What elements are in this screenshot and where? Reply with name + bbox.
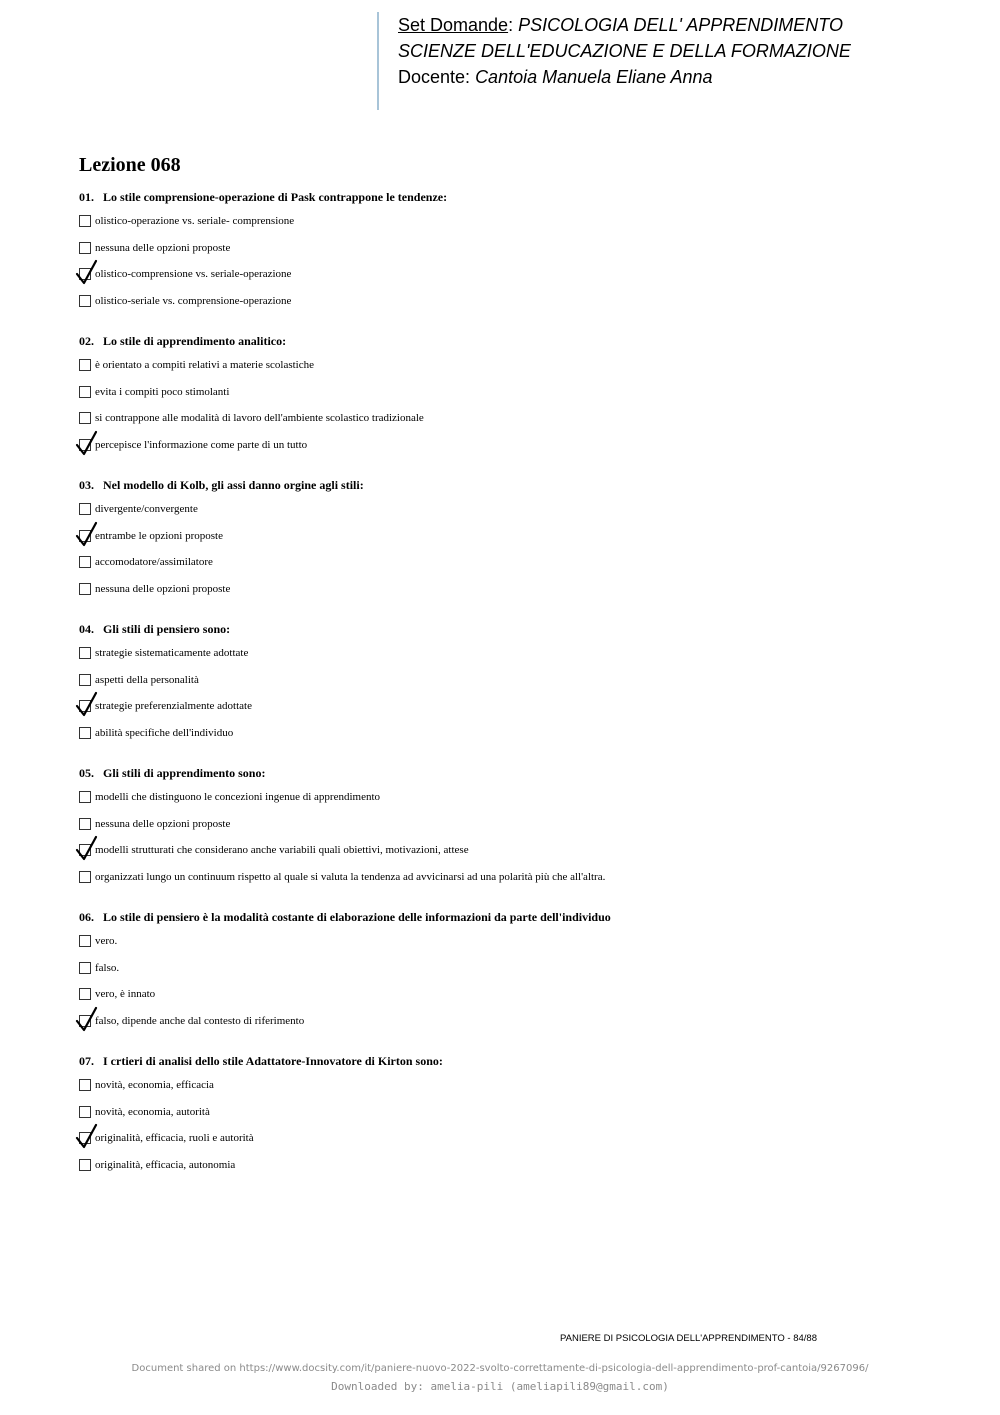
checkbox[interactable]: [79, 530, 91, 542]
checkbox[interactable]: [79, 359, 91, 371]
answer-option[interactable]: [79, 864, 959, 891]
checkbox[interactable]: [79, 1159, 91, 1171]
document-header: [377, 12, 851, 110]
set-line: Set Domande: PSICOLOGIA DELL' APPRENDIMENTO: [398, 15, 843, 35]
question-label: Lo stile di apprendimento analitico:: [103, 334, 287, 348]
option-label: olistico-seriale vs. comprensione-operazione: [95, 294, 292, 307]
checkbox[interactable]: [79, 503, 91, 515]
answer-option[interactable]: [79, 1008, 959, 1035]
download-notice: Downloaded by: amelia-pili (ameliapili89@gmail.com): [331, 1380, 669, 1393]
answer-option[interactable]: [79, 837, 959, 864]
option-label: entrambe le opzioni proposte: [95, 529, 223, 542]
question-label: Lo stile comprensione-operazione di Pask contrappone le tendenze:: [103, 190, 448, 204]
option-label: strategie preferenzialmente adottate: [95, 700, 252, 713]
answer-option[interactable]: [79, 1099, 959, 1126]
question-number: 06.: [79, 910, 94, 924]
option-label: olistico-operazione vs. seriale- comprensione: [95, 215, 295, 228]
question-1: [79, 188, 959, 314]
question-text: [79, 764, 959, 782]
question-6: [79, 908, 959, 1034]
question-text: [79, 332, 959, 350]
question-number: 01.: [79, 190, 94, 204]
checkbox[interactable]: [79, 818, 91, 830]
option-label: novità, economia, efficacia: [95, 1079, 214, 1092]
checkbox[interactable]: [79, 583, 91, 595]
question-3: [79, 476, 959, 602]
question-number: 03.: [79, 478, 94, 492]
checkbox[interactable]: [79, 700, 91, 712]
checkbox[interactable]: [79, 215, 91, 227]
option-label: percepisce l'informazione come parte di un tutto: [95, 438, 308, 451]
option-label: nessuna delle opzioni proposte: [95, 241, 231, 254]
checkbox[interactable]: [79, 295, 91, 307]
checkbox[interactable]: [79, 1015, 91, 1027]
answer-option[interactable]: [79, 235, 959, 262]
option-label: vero, è innato: [95, 988, 156, 1001]
question-2: [79, 332, 959, 458]
checkbox[interactable]: [79, 727, 91, 739]
checkbox[interactable]: [79, 962, 91, 974]
option-label: nessuna delle opzioni proposte: [95, 582, 231, 595]
answer-option[interactable]: [79, 261, 959, 288]
set-value: PSICOLOGIA DELL' APPRENDIMENTO: [518, 15, 843, 35]
checkbox[interactable]: [79, 1106, 91, 1118]
answer-option[interactable]: [79, 405, 959, 432]
option-label: falso.: [95, 961, 120, 974]
question-text: [79, 476, 959, 494]
answer-option[interactable]: [79, 576, 959, 603]
checkbox[interactable]: [79, 871, 91, 883]
question-list: [79, 188, 959, 1196]
question-number: 07.: [79, 1054, 94, 1068]
option-label: aspetti della personalità: [95, 673, 199, 686]
question-text: [79, 908, 959, 926]
question-number: 05.: [79, 766, 94, 780]
question-label: I crtieri di analisi dello stile Adattatore-Innovatore di Kirton sono:: [103, 1054, 443, 1068]
option-label: modelli strutturati che considerano anche variabili quali obiettivi, motivazioni, attese: [95, 844, 469, 857]
option-label: organizzati lungo un continuum rispetto al quale si valuta la tendenza ad avvicinarsi ad una polarità più che all'altra.: [95, 870, 606, 883]
teacher-name: Cantoia Manuela Eliane Anna: [475, 67, 713, 87]
checkbox[interactable]: [79, 935, 91, 947]
option-label: strategie sistematicamente adottate: [95, 647, 249, 660]
answer-option[interactable]: [79, 208, 959, 235]
question-text: [79, 620, 959, 638]
option-label: olistico-comprensione vs. seriale-operazione: [95, 268, 292, 281]
checkbox[interactable]: [79, 242, 91, 254]
checkbox[interactable]: [79, 386, 91, 398]
answer-option[interactable]: [79, 981, 959, 1008]
checkbox[interactable]: [79, 1132, 91, 1144]
answer-option[interactable]: [79, 667, 959, 694]
question-7: [79, 1052, 959, 1178]
answer-option[interactable]: [79, 811, 959, 838]
option-label: accomodatore/assimilatore: [95, 556, 213, 569]
answer-option[interactable]: [79, 549, 959, 576]
checkbox[interactable]: [79, 647, 91, 659]
checkbox[interactable]: [79, 1079, 91, 1091]
option-label: evita i compiti poco stimolanti: [95, 385, 230, 398]
question-label: Nel modello di Kolb, gli assi danno orgine agli stili:: [103, 478, 364, 492]
lesson-title: Lezione 068: [79, 154, 181, 176]
option-label: si contrappone alle modalità di lavoro dell'ambiente scolastico tradizionale: [95, 412, 424, 425]
question-text: [79, 188, 959, 206]
answer-option[interactable]: [79, 928, 959, 955]
teacher-label: Docente:: [398, 67, 471, 87]
checkbox[interactable]: [79, 674, 91, 686]
shared-notice: Document shared on https://www.docsity.com/it/paniere-nuovo-2022-svolto-correttamente-di-psicologia-dell-apprendimento-prof-cantoia/9267096/: [131, 1363, 869, 1374]
set-label: Set Domande: [398, 15, 509, 35]
question-5: [79, 764, 959, 890]
teacher-line: [398, 64, 851, 90]
question-text: [79, 1052, 959, 1070]
answer-option[interactable]: [79, 352, 959, 379]
option-label: vero.: [95, 935, 118, 948]
option-label: abilità specifiche dell'individuo: [95, 726, 234, 739]
checkbox[interactable]: [79, 844, 91, 856]
answer-option[interactable]: [79, 288, 959, 315]
question-label: Gli stili di apprendimento sono:: [103, 766, 266, 780]
checkbox[interactable]: [79, 439, 91, 451]
option-label: originalità, efficacia, ruoli e autorità: [95, 1132, 254, 1145]
checkbox[interactable]: [79, 268, 91, 280]
answer-option[interactable]: [79, 955, 959, 982]
checkbox[interactable]: [79, 412, 91, 424]
answer-option[interactable]: [79, 720, 959, 747]
question-label: Lo stile di pensiero è la modalità costante di elaborazione delle informazioni da parte dell'individuo: [103, 910, 611, 924]
course-name: SCIENZE DELL'EDUCAZIONE E DELLA FORMAZIONE: [398, 41, 851, 61]
option-label: è orientato a compiti relativi a materie scolastiche: [95, 359, 314, 372]
question-number: 04.: [79, 622, 94, 636]
question-label: Gli stili di pensiero sono:: [103, 622, 231, 636]
checkbox[interactable]: [79, 988, 91, 1000]
option-label: falso, dipende anche dal contesto di riferimento: [95, 1014, 305, 1027]
answer-option[interactable]: [79, 432, 959, 459]
course-line: [398, 38, 851, 64]
page-footer: PANIERE DI PSICOLOGIA DELL'APPRENDIMENTO - 84/88: [560, 1333, 817, 1344]
answer-option[interactable]: [79, 523, 959, 550]
option-label: novità, economia, autorità: [95, 1105, 210, 1118]
option-label: nessuna delle opzioni proposte: [95, 817, 231, 830]
option-label: divergente/convergente: [95, 503, 198, 516]
answer-option[interactable]: [79, 784, 959, 811]
answer-option[interactable]: [79, 640, 959, 667]
checkbox[interactable]: [79, 556, 91, 568]
option-label: originalità, efficacia, autonomia: [95, 1158, 236, 1171]
answer-option[interactable]: [79, 379, 959, 406]
answer-option[interactable]: [79, 693, 959, 720]
question-number: 02.: [79, 334, 94, 348]
answer-option[interactable]: [79, 1125, 959, 1152]
answer-option[interactable]: [79, 1072, 959, 1099]
question-4: [79, 620, 959, 746]
checkbox[interactable]: [79, 791, 91, 803]
answer-option[interactable]: [79, 1152, 959, 1179]
answer-option[interactable]: [79, 496, 959, 523]
option-label: modelli che distinguono le concezioni ingenue di apprendimento: [95, 791, 381, 804]
